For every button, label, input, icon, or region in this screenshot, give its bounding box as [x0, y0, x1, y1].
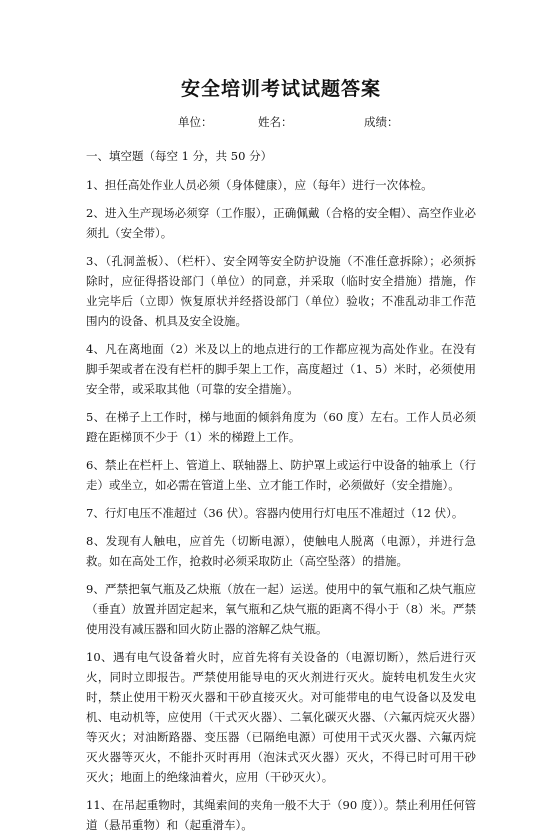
question-8: 8、发现有人触电，应首先（切断电源），使触电人脱离（电源），并进行急救。如在高处工作，抢救时必须采取防止（高空坠落）的措施。 [86, 534, 476, 568]
question-7: 7、行灯电压不准超过（36 伏）。容器内使用行灯电压不准超过（12 伏）。 [86, 506, 464, 520]
header-fields [86, 114, 476, 132]
question-2: 2、进入生产现场必须穿（工作服），正确佩戴（合格的安全帽）、高空作业必须扎（安全带）。 [86, 206, 476, 240]
question-6: 6、禁止在栏杆上、管道上、联轴器上、防护罩上或运行中设备的轴承上（行走）或坐立，如必需在管道上坐、立才能工作时，必须做好（安全措施）。 [86, 458, 476, 492]
name-label: 姓名： [258, 115, 293, 129]
score-label: 成绩： [364, 115, 399, 129]
document-title: 安全培训考试试题答案 [180, 78, 381, 100]
question-10: 10、遇有电气设备着火时，应首先将有关设备的（电源切断），然后进行灭火，同时立即报告。严禁使用能导电的灭火剂进行灭火。旋转电机发生火灾时，禁止使用干粉灭火器和干砂直接灭火。对可能带电的电气设备以及发电机、电动机等，应使用（干式灭火器）、二氧化碳灭火器、（六氟丙烷灭火器）等灭火；对油断路器、变压器（已隔绝电源）可使用干式灭火器、六氟丙烷灭火器等灭火，不能扑灭时再用（泡沫式灭火器）灭火，不得已时可用干砂灭火；地面上的绝缘油着火，应用（干砂灭火）。 [86, 650, 476, 784]
question-1: 1、担任高处作业人员必须（身体健康），应（每年）进行一次体检。 [86, 178, 433, 192]
question-5: 5、在梯子上工作时，梯与地面的倾斜角度为（60 度）左右。工作人员必须蹬在距梯顶不少于（1）米的梯蹬上工作。 [86, 410, 476, 444]
question-3: 3、（孔洞盖板）、（栏杆）、安全网等安全防护设施（不准任意拆除）；必须拆除时，应征得搭设部门（单位）的同意，并采取（临时安全措施）措施，作业完毕后（立即）恢复原状并经搭设部门（单位）验收；不准乱动非工作范围内的设备、机具及安全设施。 [86, 254, 476, 328]
question-9: 9、严禁把氧气瓶及乙炔瓶（放在一起）运送。使用中的氧气瓶和乙炔气瓶应（垂直）放置并固定起来，氧气瓶和乙炔气瓶的距离不得小于（8）米。严禁使用没有减压器和回火防止器的溶解乙炔气瓶。 [86, 582, 476, 636]
question-4: 4、凡在离地面（2）米及以上的地点进行的工作都应视为高处作业。在没有脚手架或者在没有栏杆的脚手架上工作，高度超过（1、5）米时，必须使用安全带，或采取其他（可靠的安全措施）。 [86, 342, 476, 396]
section-heading: 一、填空题（每空 1 分，共 50 分） [86, 149, 273, 163]
question-11: 11、在吊起重物时，其绳索间的夹角一般不大于（90 度））。禁止利用任何管道（悬吊重物）和（起重滑车）。 [86, 798, 476, 832]
unit-label: 单位： [178, 115, 213, 129]
